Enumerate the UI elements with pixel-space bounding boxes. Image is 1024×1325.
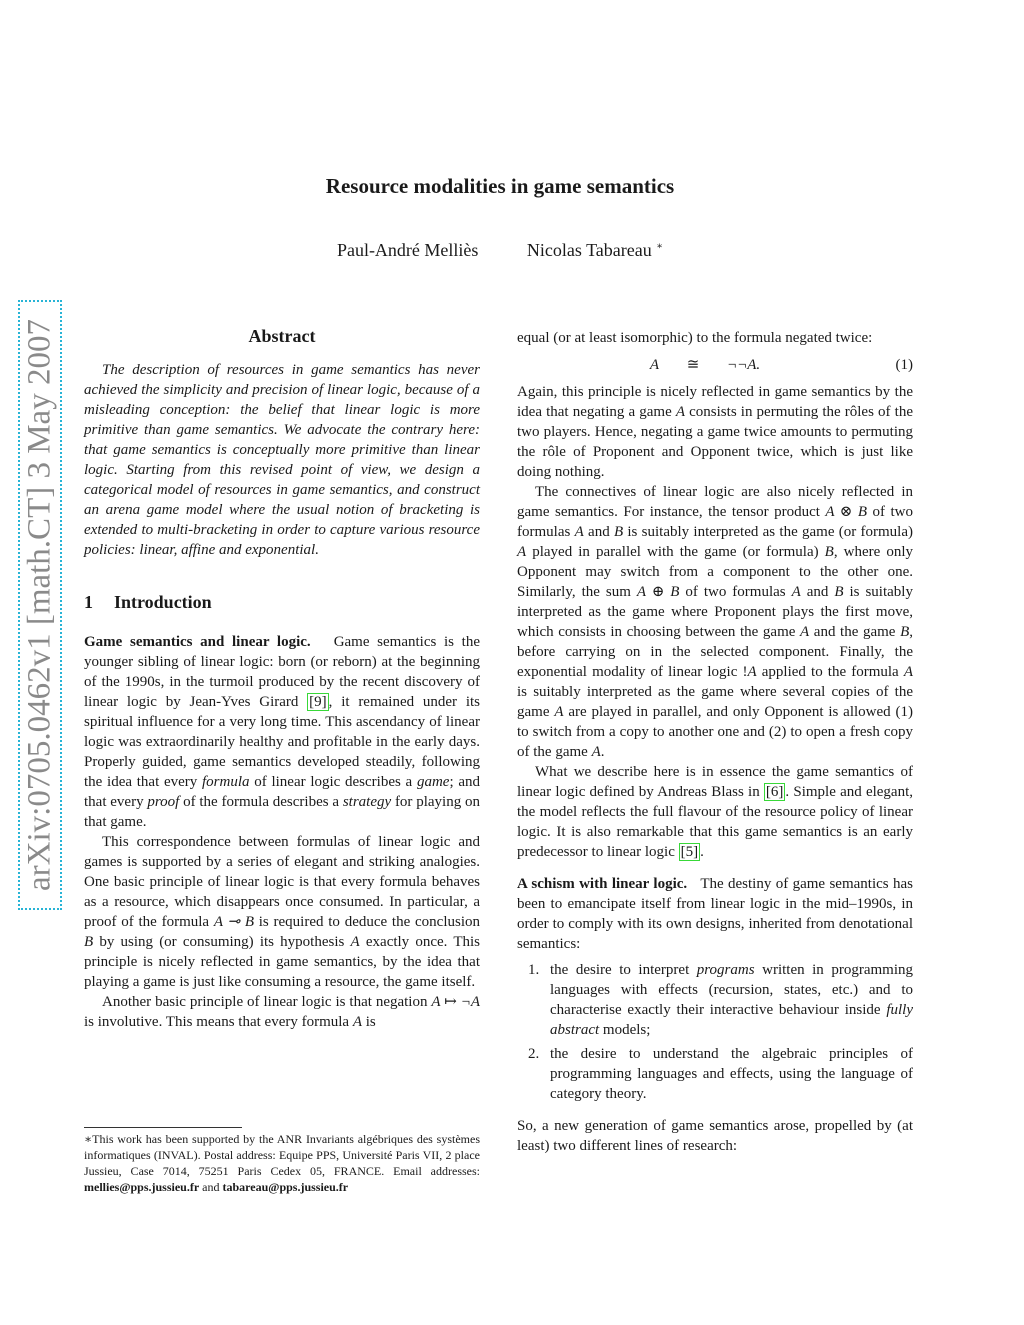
paragraph xyxy=(84,832,480,992)
text: written in programming languages with effects (recursion, states, etc.) and to characterise exactly their interactive behaviour inside xyxy=(550,962,913,1018)
paragraph xyxy=(84,992,480,1032)
math: A xyxy=(800,624,810,640)
text: What we describe here is in essence the game semantics of linear logic defined by Andreas Blass in xyxy=(517,764,913,800)
abstract-heading: Abstract xyxy=(248,326,316,346)
author-name xyxy=(527,240,663,261)
text: is involutive. This means that every formula xyxy=(84,1014,353,1030)
text: . xyxy=(600,744,605,760)
text: of the formula describes a xyxy=(179,794,343,810)
math: A xyxy=(791,584,801,600)
abstract-text: The description of resources in game semantics has never achieved the simplicity and precision of linear logic, because of a misleading conception: the belief that linear logic is more primitive than game semantics. We advocate the contrary here: that game semantics is conceptually more primitive than linear logic. Starting from this revised point of view, we design a categorical model of resources in game semantics, and construct an arena game model where the usual notion of bracketing is extended to multi-bracketing in order to capture various resource policies: linear, affine and exponential. xyxy=(84,362,480,558)
text: is xyxy=(362,1014,376,1030)
text: This correspondence between formulas of linear logic and games is supported by a series of elegant and striking analogies. One basic principle of linear logic is that every formula behaves as a resource, which disappears once consumed. In particular, a proof of the formula xyxy=(84,834,480,930)
text: The connectives of linear logic are also nicely reflected in game semantics. For instance, the tensor product xyxy=(517,484,913,520)
text: by using (or consuming) its hypothesis xyxy=(93,934,351,950)
equation-rhs: ¬¬A. xyxy=(727,357,761,373)
equation-number: (1) xyxy=(895,357,913,373)
list-item xyxy=(517,1044,913,1104)
equation-lhs: A xyxy=(649,357,659,373)
text: and xyxy=(199,1180,223,1194)
emphasis: fully abstract xyxy=(550,1002,913,1038)
citation-link[interactable]: [5] xyxy=(680,844,699,860)
section-title: Introduction xyxy=(114,592,212,612)
section-heading xyxy=(84,592,480,612)
text: Another basic principle of linear logic is that negation xyxy=(102,994,432,1010)
paragraph-heading: A schism with linear logic. xyxy=(517,876,688,892)
paragraph xyxy=(517,482,913,762)
paragraph: So, a new generation of game semantics arose, propelled by (at least) two different lines of research: xyxy=(517,1118,913,1154)
text: is suitably interpreted as the game (or formula) xyxy=(623,524,913,540)
text: is suitably interpreted as the game where several copies of the game xyxy=(517,684,913,720)
text: is suitably interpreted as the game where Proponent plays the first move, which consists in choosing between the game xyxy=(517,584,913,640)
text: models; xyxy=(599,1022,651,1038)
text: exactly once. This principle is nicely reflected in game semantics, by the idea that playing a game is just like consuming a resource, the game itself. xyxy=(84,934,480,990)
text: ; and that every xyxy=(84,774,480,810)
author-list xyxy=(0,240,1000,261)
arxiv-id[interactable]: arXiv:0705.0462v1 [math.CT] 3 May 2007 xyxy=(21,319,58,891)
paragraph-heading: Game semantics and linear logic. xyxy=(84,634,311,650)
text: Again, this principle is nicely reflected in game semantics by the idea that negating a game xyxy=(517,384,913,420)
text: Game semantics is the younger sibling of linear logic: born (or reborn) at the beginning of the 1990s, in the turmoil produced by the recent discovery of linear logic by Jean-Yves Girard xyxy=(84,634,481,710)
text: applied to the formula xyxy=(756,664,904,680)
section-number: 1 xyxy=(84,592,93,612)
paragraph xyxy=(84,632,480,832)
list-number: 2. xyxy=(528,1046,540,1062)
math: A xyxy=(517,544,527,560)
text: is required to deduce the conclusion xyxy=(254,914,481,930)
footnote xyxy=(84,1131,480,1195)
math: B xyxy=(84,934,94,950)
text: of two formulas xyxy=(679,584,792,600)
text: of two formulas xyxy=(517,504,914,540)
text: . xyxy=(700,844,704,860)
text: . Simple and elegant, the model reflects the full flavour of the resource policy of linear logic. It is also remarkable that this game semantics is an early predecessor to linear logic xyxy=(517,784,913,860)
right-column xyxy=(517,322,913,1156)
math: B xyxy=(824,544,834,560)
paragraph: equal (or at least isomorphic) to the formula negated twice: xyxy=(517,330,873,346)
text: played in parallel with the game (or formula) xyxy=(526,544,825,560)
equation xyxy=(517,348,913,382)
math: B xyxy=(834,584,844,600)
list-item xyxy=(517,960,913,1040)
emphasis: formula xyxy=(202,774,250,790)
paragraph xyxy=(517,874,913,954)
math: A xyxy=(675,404,686,420)
math: A xyxy=(591,744,601,760)
math: A ⊸ B xyxy=(213,914,254,930)
text: , before carrying on in the selected component. Finally, the exponential modality of linear logic ! xyxy=(517,624,913,680)
author-name-text: Nicolas Tabareau xyxy=(526,240,652,260)
math: B xyxy=(900,624,910,640)
text: consists in permuting the rôles of the two players. Hence, negating a game twice amounts to permuting the rôle of Proponent and Opponent twice, which is just like doing nothing. xyxy=(517,404,913,480)
footnote-mark: ∗ xyxy=(656,241,664,252)
numbered-list xyxy=(517,960,913,1104)
citation-link[interactable]: [6] xyxy=(765,784,784,800)
math: A ⊗ B xyxy=(825,504,868,520)
text: of linear logic describes a xyxy=(249,774,417,790)
left-column xyxy=(84,322,480,1032)
text: , where only Opponent may switch from a component to the other one. Similarly, the sum xyxy=(517,544,913,600)
emphasis: game xyxy=(416,774,450,790)
paragraph xyxy=(517,762,913,862)
emphasis: proof xyxy=(147,794,180,810)
text: and xyxy=(800,584,835,600)
math: A ↦ ¬A xyxy=(431,994,480,1010)
math: A ⊕ B xyxy=(636,584,680,600)
math: A xyxy=(352,1014,363,1030)
equation-relation: ≅ xyxy=(686,357,700,373)
emphasis: strategy xyxy=(342,794,392,810)
text: ∗This work has been supported by the ANR Invariants algébriques des systèmes informatiques (INVAL). Postal address: Equipe PPS, Université Paris VII, 2 place Jussieu, Case 7014, 75251 Paris Cedex 05, FRANCE. Email addresses: xyxy=(84,1132,480,1178)
text: The destiny of game semantics has been to emancipate itself from linear logic in the mid–1990s, in order to comply with its own designs, inherited from denotational semantics: xyxy=(517,876,913,952)
paragraph xyxy=(517,382,913,482)
math: A xyxy=(554,704,564,720)
math: A xyxy=(350,934,360,950)
math: A xyxy=(903,664,913,680)
list-number: 1. xyxy=(528,962,540,978)
math: B xyxy=(613,524,624,540)
math: A xyxy=(747,664,757,680)
email-address: mellies@pps.jussieu.fr xyxy=(84,1180,200,1194)
paper-title: Resource modalities in game semantics xyxy=(325,174,675,198)
author-name-text: Paul-André Melliès xyxy=(336,240,479,260)
arxiv-stamp[interactable] xyxy=(18,300,62,910)
citation-link[interactable]: [9] xyxy=(309,694,327,710)
text: are played in parallel, and only Opponent is allowed (1) to switch from a copy to another one and (2) to open a fresh copy of the game xyxy=(517,704,913,760)
text: , it remained under its spiritual influence for a very long time. This ascendancy of linear logic was extraordinarily healthy and profitable in the early days. Properly guided, game semantics developed steadily, following the idea that every xyxy=(84,694,481,790)
text: the desire to interpret xyxy=(550,962,697,978)
email-address: tabareau@pps.jussieu.fr xyxy=(222,1180,349,1194)
author-name xyxy=(337,240,478,261)
text: and xyxy=(583,524,614,540)
emphasis: programs xyxy=(696,962,755,978)
text: for playing on that game. xyxy=(84,794,480,830)
footnote-divider xyxy=(84,1127,242,1128)
text: the desire to understand the algebraic principles of programming languages and effects, using the language of category theory. xyxy=(550,1046,913,1102)
text: and the game xyxy=(809,624,901,640)
math: A xyxy=(574,524,584,540)
